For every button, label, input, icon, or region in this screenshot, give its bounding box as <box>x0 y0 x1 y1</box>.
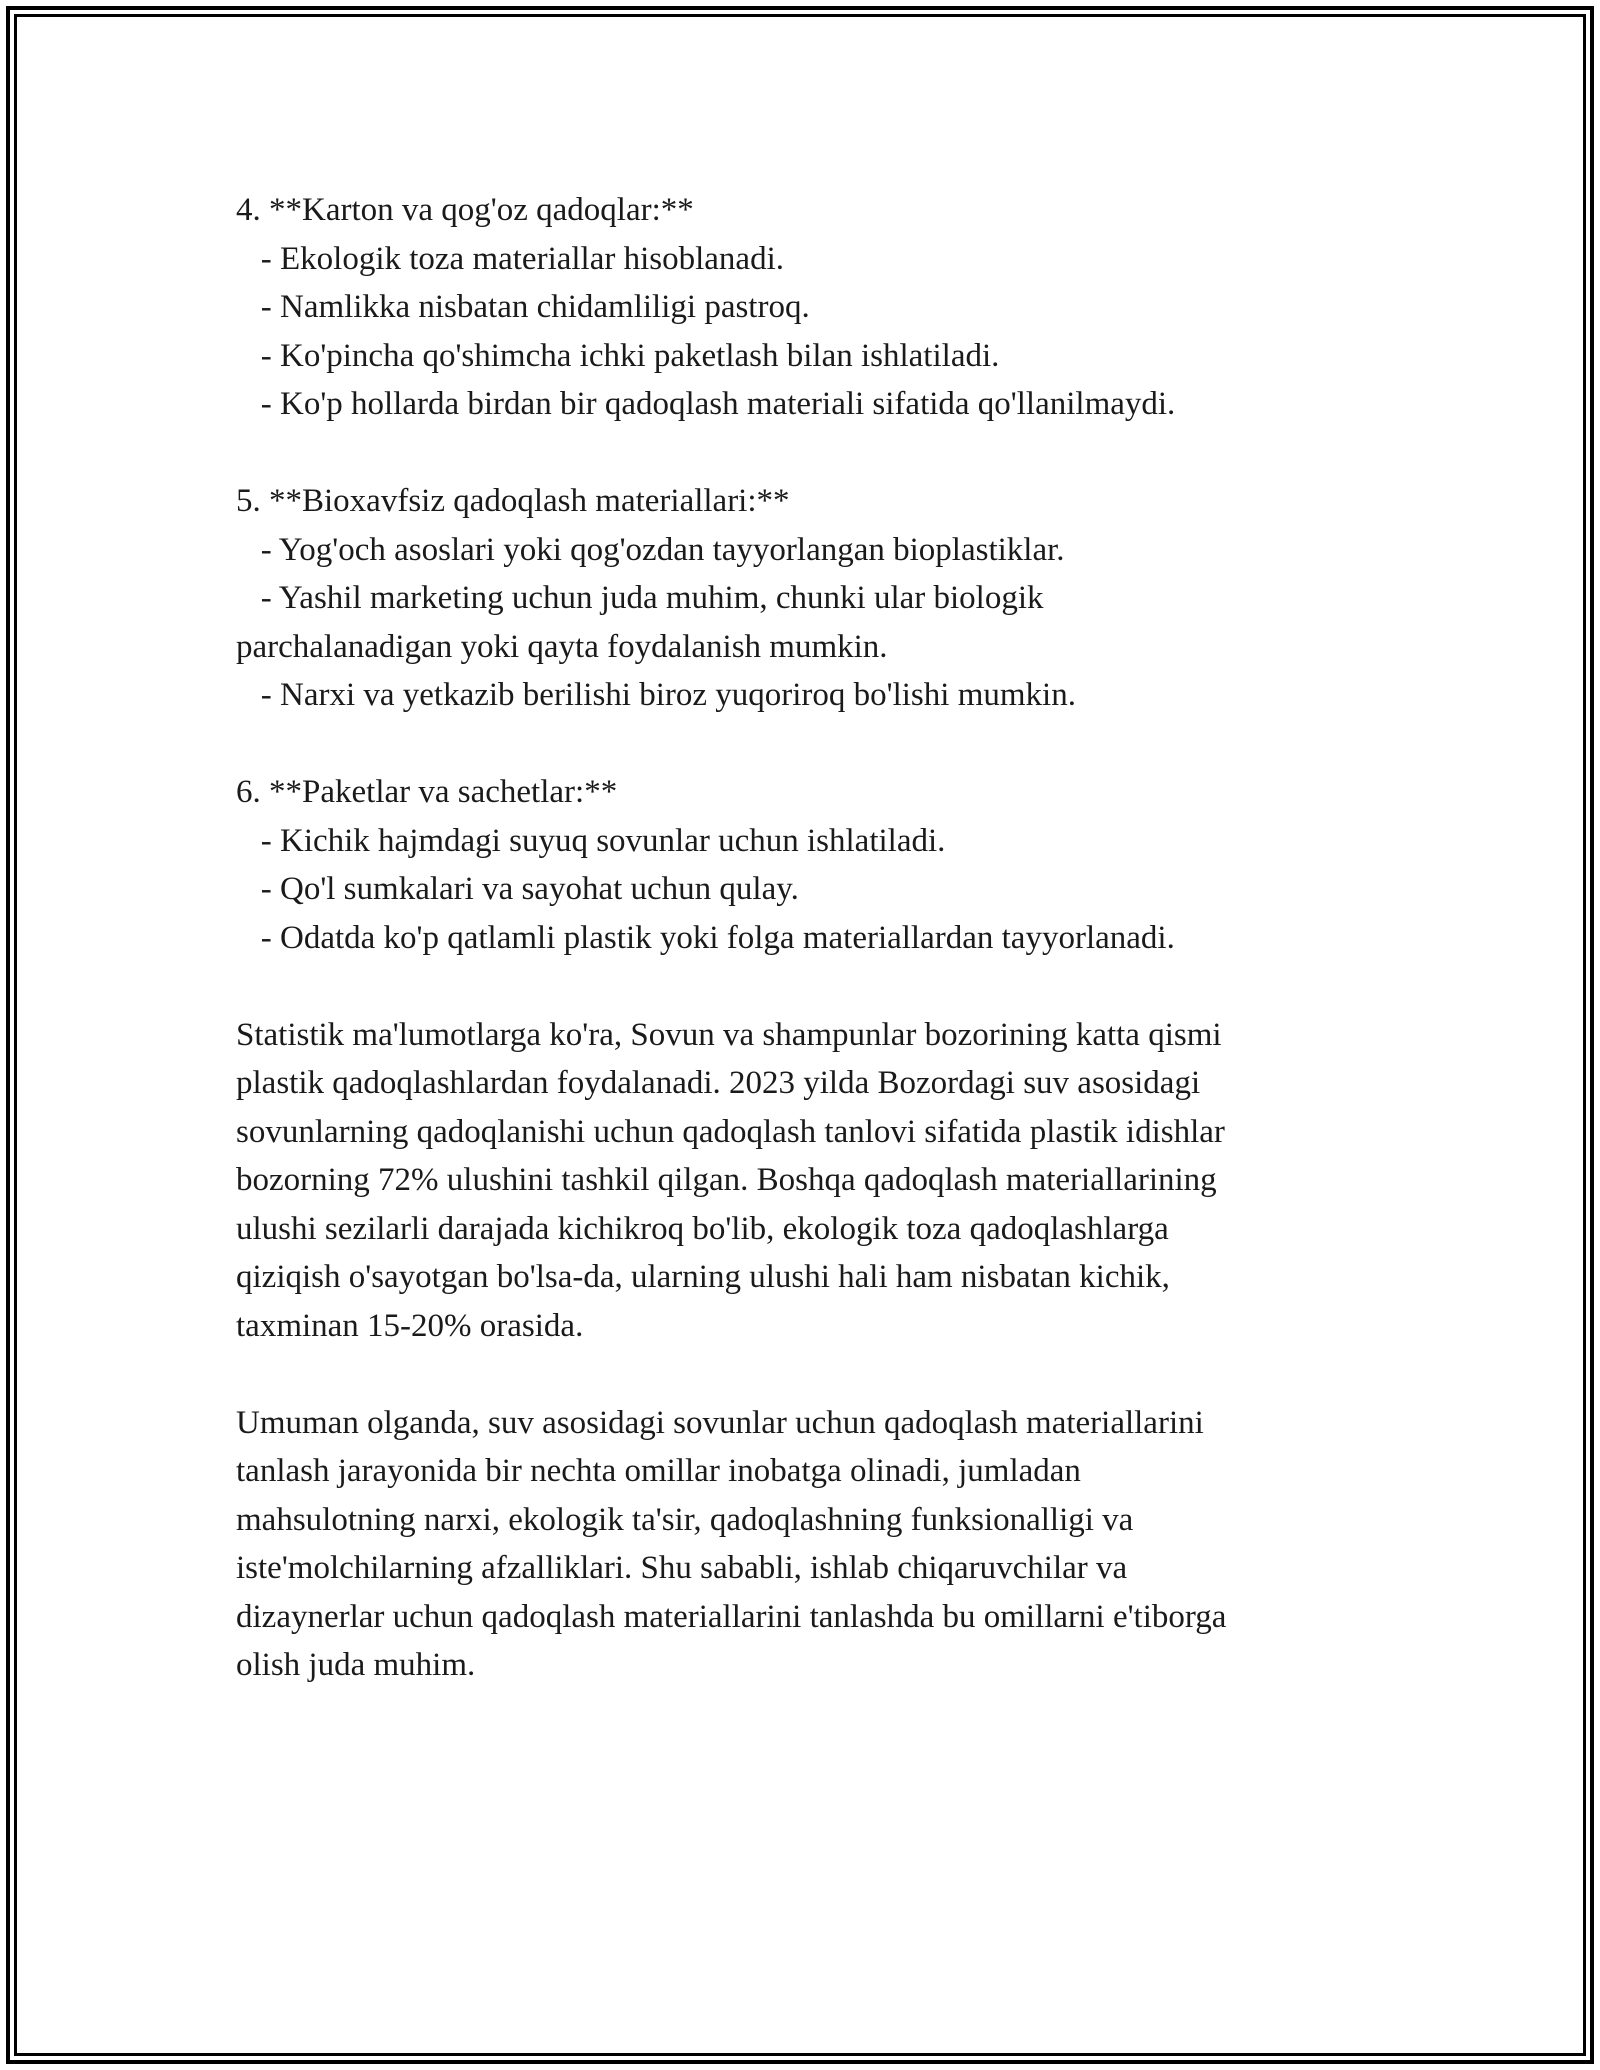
paragraph-line: bozorning 72% ulushini tashkil qilgan. Boshqa qadoqlash materiallarining <box>236 1162 1217 1198</box>
paragraph-line: dizaynerlar uchun qadoqlash materiallarini tanlashda bu omillarni e'tiborga <box>236 1598 1227 1635</box>
paragraph-statistics <box>236 1011 1376 1351</box>
list-item: - Ko'p hollarda birdan bir qadoqlash materiali sifatida qo'llanilmaydi. <box>236 386 1176 422</box>
paragraph-line: tanlash jarayonida bir nechta omillar inobatga olinadi, jumladan <box>236 1453 1081 1489</box>
list-item: - Odatda ko'p qatlamli plastik yoki folga materiallardan tayyorlanadi. <box>236 919 1175 956</box>
spacer <box>236 962 1376 1011</box>
section-heading: 4. **Karton va qog'oz qadoqlar:** <box>236 192 694 228</box>
paragraph-line: sovunlarning qadoqlanishi uchun qadoqlash tanlovi sifatida plastik idishlar <box>236 1113 1225 1150</box>
paragraph-line: iste'molchilarning afzalliklari. Shu sababli, ishlab chiqaruvchilar va <box>236 1550 1128 1586</box>
section-bioxavfsiz <box>236 477 1376 720</box>
paragraph-line: ulushi sezilarli darajada kichikroq bo'lib, ekologik toza qadoqlashlarga <box>236 1210 1169 1247</box>
paragraph-conclusion <box>236 1399 1376 1690</box>
section-heading: 5. **Bioxavfsiz qadoqlash materiallari:** <box>236 483 790 519</box>
list-item: - Ko'pincha qo'shimcha ichki paketlash bilan ishlatiladi. <box>236 337 1000 374</box>
document-body <box>236 186 1376 1690</box>
paragraph-line: qiziqish o'sayotgan bo'lsa-da, ularning ulushi hali ham nisbatan kichik, <box>236 1259 1170 1295</box>
list-item: - Yog'och asoslari yoki qog'ozdan tayyorlangan bioplastiklar. <box>236 531 1065 568</box>
list-item: - Yashil marketing uchun juda muhim, chunki ular biologik <box>236 580 1044 616</box>
list-item: - Qo'l sumkalari va sayohat uchun qulay. <box>236 871 799 907</box>
paragraph-line: plastik qadoqlashlardan foydalanadi. 2023 yilda Bozordagi suv asosidagi <box>236 1065 1201 1101</box>
spacer <box>236 429 1376 478</box>
section-heading: 6. **Paketlar va sachetlar:** <box>236 774 618 810</box>
paragraph-line: Statistik ma'lumotlarga ko'ra, Sovun va shampunlar bozorining katta qismi <box>236 1016 1222 1053</box>
paragraph-line: Umuman olganda, suv asosidagi sovunlar uchun qadoqlash materiallarini <box>236 1404 1204 1441</box>
list-item-continuation: parchalanadigan yoki qayta foydalanish mumkin. <box>236 628 888 665</box>
list-item: - Ekologik toza materiallar hisoblanadi. <box>236 240 784 277</box>
list-item: - Narxi va yetkazib berilishi biroz yuqoriroq bo'lishi mumkin. <box>236 677 1076 713</box>
list-item: - Namlikka nisbatan chidamliligi pastroq. <box>236 289 810 325</box>
paragraph-line: mahsulotning narxi, ekologik ta'sir, qadoqlashning funksionalligi va <box>236 1501 1134 1538</box>
spacer <box>236 1350 1376 1399</box>
list-item: - Kichik hajmdagi suyuq sovunlar uchun ishlatiladi. <box>236 822 946 859</box>
paragraph-line: taxminan 15-20% orasida. <box>236 1307 584 1344</box>
section-paketlar <box>236 768 1376 962</box>
paragraph-line: olish juda muhim. <box>236 1647 476 1683</box>
section-karton <box>236 186 1376 429</box>
spacer <box>236 720 1376 769</box>
